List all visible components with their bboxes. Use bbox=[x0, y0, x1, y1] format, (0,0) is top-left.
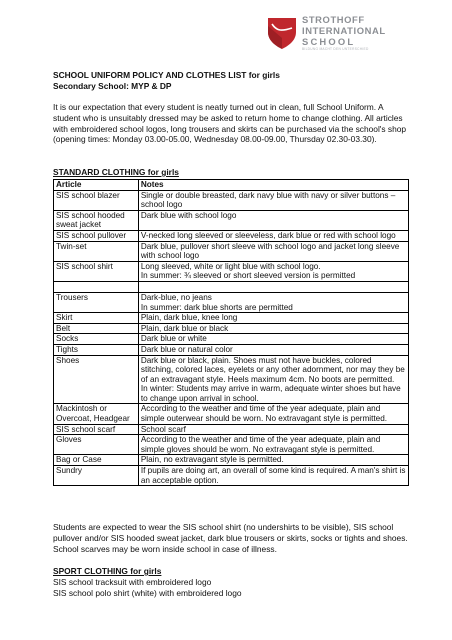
table-row bbox=[54, 230, 409, 241]
table-row bbox=[54, 190, 409, 210]
notes-cell bbox=[138, 261, 408, 281]
notes-cell bbox=[138, 292, 408, 312]
table-row bbox=[54, 404, 409, 424]
standard-clothing-heading: STANDARD CLOTHING for girls bbox=[53, 167, 179, 177]
table-row bbox=[54, 435, 409, 455]
intro-paragraph: It is our expectation that every student is neatly turned out in clean, full School Uniform. A student who is unsuitably dressed may be asked to return home to change clothing. All articles with embroidered school logos, long trousers and skirts can be purchased via the school's shop (opening times: Monday 03.00-05.00, Wednesday 08.00-09.00, Thursday 02.30-03.30). bbox=[53, 102, 407, 145]
notes-line: In summer: dark blue shorts are permitted bbox=[140, 302, 293, 312]
table-row bbox=[54, 261, 409, 281]
logo-text-line2: INTERNATIONAL bbox=[302, 25, 386, 36]
sport-item: SIS school tracksuit with embroidered logo bbox=[53, 577, 212, 587]
notes-cell: Plain, dark blue, knee long bbox=[138, 313, 408, 324]
notes-cell: School scarf bbox=[138, 424, 408, 435]
header-notes: Notes bbox=[138, 180, 408, 191]
table-row bbox=[54, 466, 409, 486]
article-cell: Belt bbox=[54, 323, 139, 334]
sport-item: SIS school polo shirt (white) with embroidered logo bbox=[53, 588, 242, 598]
shield-logo-icon bbox=[266, 16, 298, 50]
table-row-empty bbox=[54, 281, 409, 292]
table-row bbox=[54, 334, 409, 345]
article-cell: Sundry bbox=[54, 466, 139, 486]
table-row bbox=[54, 292, 409, 312]
article-cell: Twin-set bbox=[54, 241, 139, 261]
article-cell: SIS school pullover bbox=[54, 230, 139, 241]
article-cell: Gloves bbox=[54, 435, 139, 455]
table-row bbox=[54, 323, 409, 334]
notes-line: In summer: ¾ sleeved or short sleeved version is permitted bbox=[140, 271, 356, 281]
notes-cell: Single or double breasted, dark navy blue with navy or silver buttons – school logo bbox=[138, 190, 408, 210]
article-cell: Bag or Case bbox=[54, 455, 139, 466]
article-cell: SIS school shirt bbox=[54, 261, 139, 281]
logo-tagline: BILDUNG MACHT DEN UNTERSCHIED bbox=[302, 47, 369, 51]
table-row bbox=[54, 210, 409, 230]
article-cell: Shoes bbox=[54, 355, 139, 404]
notes-cell: Plain, no extravagant style is permitted. bbox=[138, 455, 408, 466]
school-logo bbox=[266, 14, 426, 54]
after-table-paragraph: Students are expected to wear the SIS school shirt (no undershirts to be visible), SIS school pullover and/or SIS hooded sweat jacket, dark blue trousers or skirts, socks or tights and shoes. School scarves may be worn inside school in case of illness. bbox=[53, 522, 408, 554]
notes-line: Dark blue or black, plain. Shoes must not have buckles, colored stitching, colored laces, eyelets or any other adornment, nor may they be of an extravagant style. Heels maximum 4cm. No boots are permitted. bbox=[140, 355, 405, 384]
table-row bbox=[54, 313, 409, 324]
notes-cell: V-necked long sleeved or sleeveless, dark blue or red with school logo bbox=[138, 230, 408, 241]
table-row bbox=[54, 424, 409, 435]
document-subtitle: Secondary School: MYP & DP bbox=[53, 81, 172, 91]
notes-line: Long sleeved, white or light blue with school logo. bbox=[140, 261, 321, 271]
article-cell bbox=[54, 281, 139, 292]
notes-cell: If pupils are doing art, an overall of some kind is required. A man's shirt is an acceptable option. bbox=[138, 466, 408, 486]
sport-clothing-heading: SPORT CLOTHING for girls bbox=[53, 566, 162, 576]
table-row bbox=[54, 344, 409, 355]
table-header-row bbox=[54, 180, 409, 191]
uniform-table bbox=[53, 179, 409, 486]
header-article: Article bbox=[54, 180, 139, 191]
logo-text-line1: STROTHOFF bbox=[302, 14, 365, 25]
notes-cell: According to the weather and time of the year adequate, plain and simple gloves should be worn. No extravagant style is permitted. bbox=[138, 435, 408, 455]
notes-line: Dark-blue, no jeans bbox=[140, 292, 212, 302]
table-row bbox=[54, 355, 409, 404]
article-cell: Tights bbox=[54, 344, 139, 355]
notes-line: In winter: Students may arrive in warm, adequate winter shoes but have to change upon arrival in school. bbox=[140, 384, 401, 403]
article-cell: Trousers bbox=[54, 292, 139, 312]
notes-cell bbox=[138, 355, 408, 404]
notes-cell: According to the weather and time of the year adequate, plain and simple outerwear should be worn. No extravagant style is permitted. bbox=[138, 404, 408, 424]
logo-text-line3: SCHOOL bbox=[302, 36, 356, 47]
document-title: SCHOOL UNIFORM POLICY AND CLOTHES LIST for girls bbox=[53, 70, 280, 80]
article-cell: Socks bbox=[54, 334, 139, 345]
article-cell: SIS school hooded sweat jacket bbox=[54, 210, 139, 230]
notes-cell bbox=[138, 281, 408, 292]
article-cell: SIS school scarf bbox=[54, 424, 139, 435]
notes-cell: Dark blue or white bbox=[138, 334, 408, 345]
notes-cell: Plain, dark blue or black bbox=[138, 323, 408, 334]
notes-cell: Dark blue, pullover short sleeve with school logo and jacket long sleeve with school logo bbox=[138, 241, 408, 261]
table-row bbox=[54, 455, 409, 466]
article-cell: SIS school blazer bbox=[54, 190, 139, 210]
article-cell: Mackintosh or Overcoat, Headgear bbox=[54, 404, 139, 424]
notes-cell: Dark blue with school logo bbox=[138, 210, 408, 230]
article-cell: Skirt bbox=[54, 313, 139, 324]
notes-cell: Dark blue or natural color bbox=[138, 344, 408, 355]
table-row bbox=[54, 241, 409, 261]
